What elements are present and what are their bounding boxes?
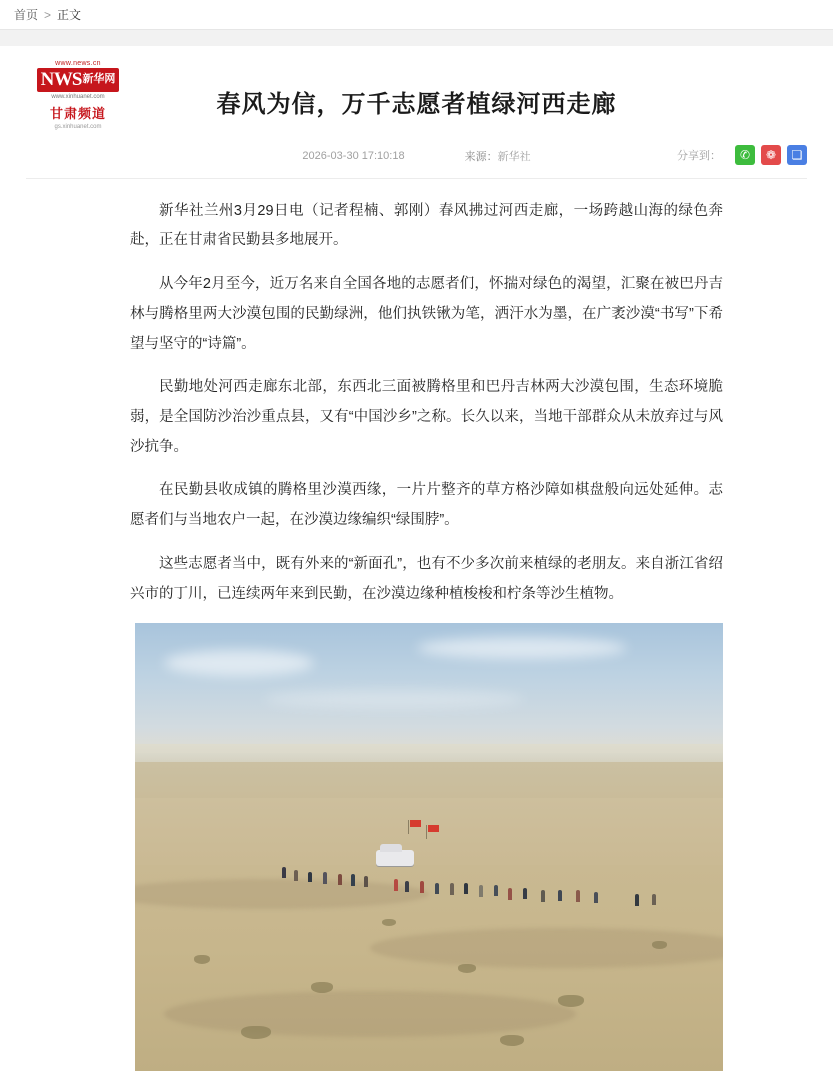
photo-person — [294, 870, 298, 881]
article-paragraph: 新华社兰州3月29日电（记者程楠、郭刚）春风拂过河西走廊，一场跨越山海的绿色奔赴，正在甘肃省民勤县多地展开。 — [130, 202, 723, 249]
breadcrumb-separator: > — [44, 7, 52, 22]
bottom-spacer — [0, 1071, 833, 1081]
logo-sub-url: www.xinhuanet.com — [51, 94, 105, 101]
photo-shrub — [311, 982, 333, 993]
photo-person — [576, 890, 580, 902]
article-paragraph: 这些志愿者当中，既有外来的“新面孔”，也有不少多次前来植绿的老朋友。来自浙江省绍兴市的丁川，已连续两年来到民勤，在沙漠边缘种植梭梭和柠条等沙生植物。 — [130, 555, 723, 602]
article-photo — [135, 623, 723, 1071]
photo-person — [652, 894, 656, 905]
photo-sand-ridge — [164, 991, 576, 1037]
wechat-share-icon[interactable]: ✆ — [735, 145, 755, 165]
photo-person — [479, 885, 483, 897]
logo-channel-name[interactable]: 甘肃频道 — [49, 106, 106, 122]
photo-person — [494, 885, 498, 896]
photo-person — [464, 883, 468, 894]
photo-person — [420, 881, 424, 893]
breadcrumb-current: 正文 — [57, 8, 82, 22]
photo-van — [376, 850, 414, 866]
logo-mark — [37, 68, 120, 92]
photo-person — [394, 879, 398, 891]
photo-person — [323, 872, 327, 884]
copy-link-icon[interactable]: ❏ — [787, 145, 807, 165]
breadcrumb-home[interactable]: 首页 — [14, 8, 39, 22]
article-photo-wrap — [0, 623, 833, 1071]
photo-red-flag — [428, 825, 439, 832]
page-title: 春风为信，万千志愿者植绿河西走廊 — [216, 91, 617, 119]
photo-person — [435, 883, 439, 894]
photo-person — [635, 894, 639, 906]
logo-top-url: www.news.cn — [55, 60, 101, 68]
article-meta — [0, 148, 833, 164]
photo-cloud — [417, 637, 627, 659]
share-bar — [677, 145, 807, 165]
photo-person — [351, 874, 355, 886]
photo-person — [282, 867, 286, 878]
photo-person — [364, 876, 368, 887]
photo-shrub — [382, 919, 396, 926]
article-paragraph: 在民勤县收成镇的腾格里沙漠西缘，一片片整齐的草方格沙障如棋盘般向远处延伸。志愿者们与当地农户一起，在沙漠边缘编织“绿围脖”。 — [130, 482, 723, 529]
photo-person — [541, 890, 545, 902]
xinhua-logo[interactable] — [28, 60, 128, 130]
photo-person — [523, 888, 527, 899]
photo-person — [338, 874, 342, 885]
breadcrumb — [0, 0, 833, 30]
logo-channel-url: gs.xinhuanet.com — [54, 124, 102, 131]
share-label: 分享到： — [677, 149, 721, 162]
article-paragraph: 从今年2月至今，近万名来自全国各地的志愿者们，怀揣对绿色的渴望，汇聚在被巴丹吉林与腾格里两大沙漠包围的民勤绿洲，他们执铁锹为笔，洒汗水为墨，在广袤沙漠“书写”下希望与坚守的“诗篇”。 — [130, 276, 723, 352]
photo-person — [450, 883, 454, 895]
photo-shrub — [194, 955, 210, 964]
photo-person — [405, 881, 409, 892]
logo-mark-cn: 新华网 — [82, 73, 116, 86]
article-source — [465, 148, 531, 164]
photo-sand-ridge — [370, 928, 723, 968]
publish-datetime: 2026-03-30 17:10:18 — [302, 149, 405, 162]
photo-person — [558, 890, 562, 901]
photo-sand-ridge — [135, 879, 429, 909]
photo-red-flag — [410, 820, 421, 827]
article-sheet — [0, 46, 833, 1081]
source-label: 来源： — [464, 150, 498, 163]
photo-person — [308, 872, 312, 882]
weibo-share-icon[interactable]: ❁ — [761, 145, 781, 165]
article-paragraph: 民勤地处河西走廊东北部，东西北三面被腾格里和巴丹吉林两大沙漠包围，生态环境脆弱，是全国防沙治沙重点县，又有“中国沙乡”之称。长久以来，当地干部群众从未放弃过与风沙抗争。 — [130, 379, 723, 455]
photo-shrub — [458, 964, 476, 973]
article-body — [0, 179, 833, 610]
source-value: 新华社 — [497, 150, 531, 163]
logo-mark-latin: N WS — [40, 69, 82, 91]
